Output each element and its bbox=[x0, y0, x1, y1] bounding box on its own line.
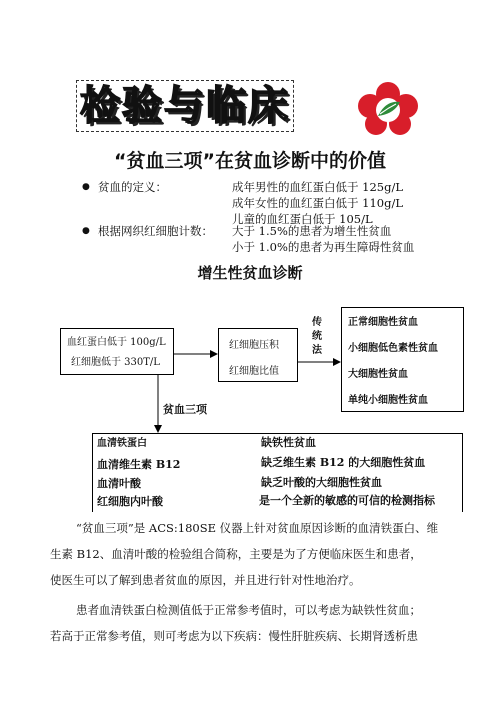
paragraph-line: “贫血三项”是 ACS:180SE 仪器上针对贫血原因诊断的血清铁蛋白、维 bbox=[76, 521, 439, 535]
index-line: 红细胞比值 bbox=[229, 366, 279, 377]
input-line: 血红蛋白低于 100g/L bbox=[67, 337, 166, 348]
anemia-type: 大细胞性贫血 bbox=[348, 369, 408, 380]
input-line: 红细胞低于 330T/L bbox=[71, 357, 160, 368]
test-item: 血清铁蛋白 bbox=[97, 438, 147, 449]
branch-label: 贫血三项 bbox=[163, 403, 207, 416]
section-title: 增生性贫血诊断 bbox=[197, 264, 303, 282]
test-result: 是一个全新的敏感的可信的检测指标 bbox=[259, 494, 435, 507]
paragraph-line: 患者血清铁蛋白检测值低于正常参考值时，可以考虑为缺铁性贫血； bbox=[76, 603, 421, 617]
paragraph-line: 若高于正常参考值，则可考虑为以下疾病：慢性肝脏疾病、长期肾透析患 bbox=[50, 629, 418, 643]
paragraph-line: 生素 B12、血清叶酸的检验组合简称，主要是为了方便临床医生和患者， bbox=[50, 547, 422, 561]
method-label: 传 统 法 bbox=[312, 317, 322, 356]
definition-line: 大于 1.5%的患者为增生性贫血 bbox=[232, 224, 392, 238]
test-result: 缺乏维生素 B12 的大细胞性贫血 bbox=[261, 456, 426, 469]
anemia-type: 单纯小细胞性贫血 bbox=[348, 395, 428, 406]
definition-label: 贫血的定义： bbox=[98, 180, 167, 194]
indices-box bbox=[218, 328, 298, 382]
definition-line: 成年男性的血红蛋白低于 125g/L bbox=[232, 180, 403, 194]
paragraph-line: 使医生可以了解到患者贫血的原因，并且进行针对性地治疗。 bbox=[50, 573, 361, 587]
test-result: 缺乏叶酸的大细胞性贫血 bbox=[261, 476, 382, 489]
input-criteria-box bbox=[60, 328, 174, 375]
test-item: 血清叶酸 bbox=[97, 477, 141, 490]
definition-line: 儿童的血红蛋白低于 105/L bbox=[232, 212, 373, 226]
index-line: 红细胞压积 bbox=[229, 340, 279, 351]
main-title: “贫血三项”在贫血诊断中的价值 bbox=[114, 150, 386, 172]
header-title: 检验与临床 bbox=[80, 83, 290, 129]
test-result: 缺铁性贫血 bbox=[261, 436, 316, 449]
anemia-type: 小细胞低色素性贫血 bbox=[348, 343, 438, 354]
definition-line: 小于 1.0%的患者为再生障碍性贫血 bbox=[232, 240, 415, 254]
test-item: 血清维生素 B12 bbox=[97, 458, 181, 471]
anemia-types-box bbox=[341, 307, 464, 412]
test-item: 红细胞内叶酸 bbox=[97, 495, 163, 508]
definition-label: 根据网织红细胞计数： bbox=[98, 224, 213, 238]
definition-line: 成年女性的血红蛋白低于 110g/L bbox=[232, 196, 403, 210]
bullet-icon: ● bbox=[82, 226, 90, 236]
bullet-icon: ● bbox=[82, 182, 90, 192]
anemia-type: 正常细胞性贫血 bbox=[348, 317, 418, 328]
